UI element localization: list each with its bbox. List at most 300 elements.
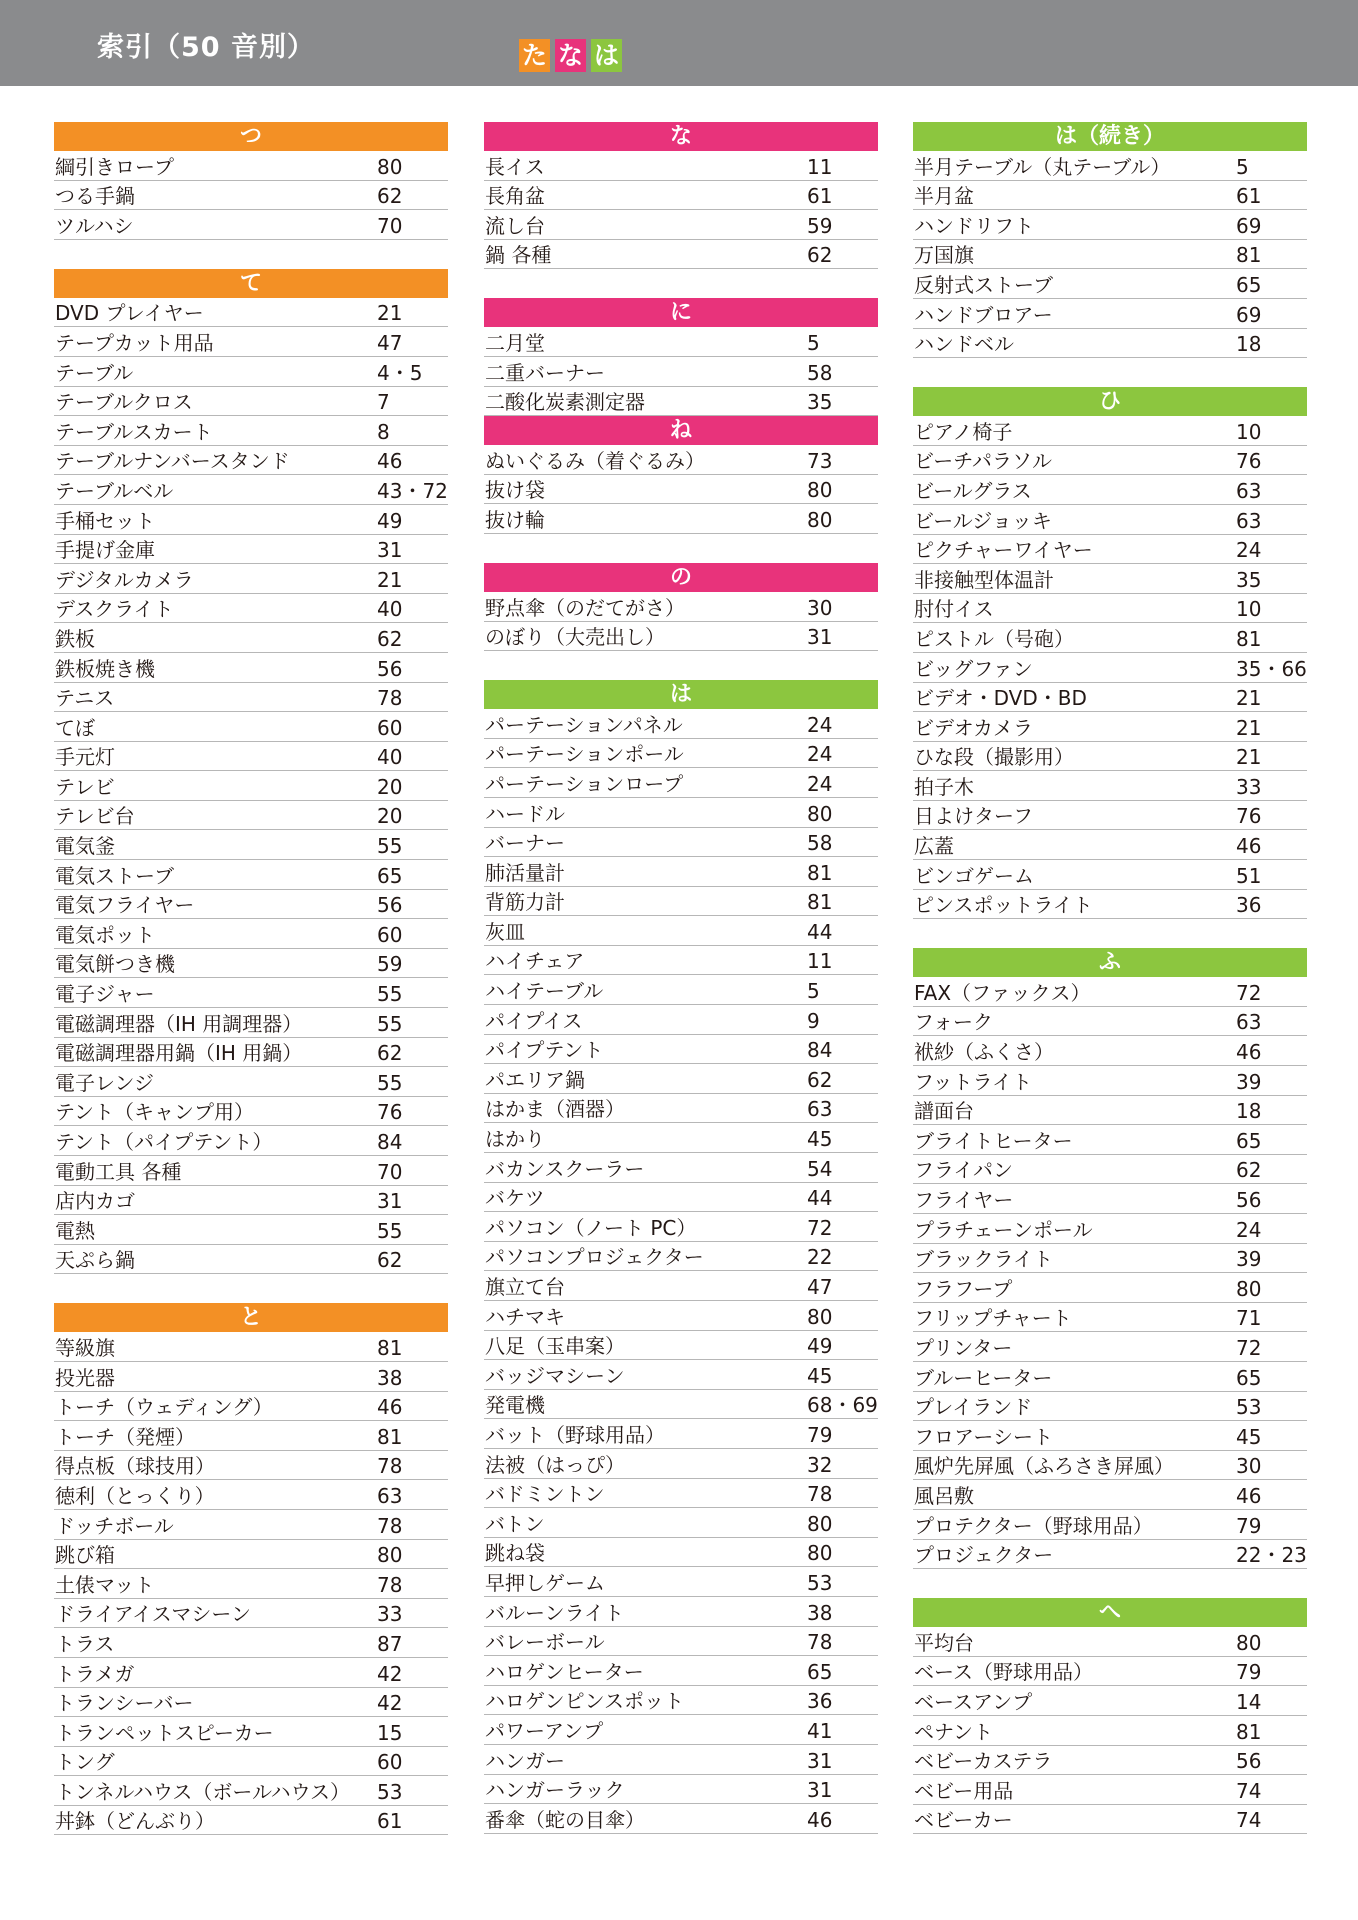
entry-page-number: 74 (1236, 1778, 1262, 1803)
entry-page-number: 33 (377, 1602, 403, 1627)
entry-name: 旗立て台 (485, 1275, 565, 1299)
entry-page-number: 21 (1236, 715, 1262, 740)
entry-page-number: 63 (1236, 1010, 1262, 1035)
index-entry (913, 1627, 1307, 1657)
index-entry (54, 446, 448, 476)
entry-page-number: 59 (377, 952, 403, 977)
index-entry (54, 475, 448, 505)
entry-name: プレイランド (914, 1395, 1033, 1420)
entry-page-number: 10 (1236, 419, 1262, 444)
entry-page-number: 60 (377, 1750, 403, 1775)
index-entry (913, 1451, 1307, 1481)
entry-page-number: 46 (377, 449, 403, 474)
entry-page-number: 63 (377, 1483, 403, 1508)
entry-page-number: 60 (377, 922, 403, 947)
entry-name: バレーボール (485, 1630, 605, 1655)
index-entry (54, 327, 448, 357)
index-entry (913, 1657, 1307, 1687)
index-entry (54, 298, 448, 328)
entry-name: 電気餅つき機 (55, 952, 175, 977)
section-heading: て (54, 269, 448, 298)
index-entry (484, 739, 878, 769)
entry-page-number: 30 (1236, 1454, 1262, 1479)
entry-page-number: 84 (377, 1130, 403, 1154)
entry-page-number: 14 (1236, 1689, 1262, 1714)
index-entry (484, 475, 878, 505)
index-entry (913, 1036, 1307, 1066)
entry-page-number: 62 (1236, 1158, 1262, 1183)
entry-page-number: 80 (377, 154, 403, 179)
index-entry (484, 240, 878, 270)
index-entry (484, 1686, 878, 1716)
index-entry (54, 181, 448, 211)
index-entry (54, 594, 448, 624)
entry-page-number: 55 (377, 1011, 403, 1036)
entry-page-number: 46 (1236, 1483, 1262, 1508)
entry-page-number: 18 (1236, 332, 1262, 357)
entry-name: バルーンライト (485, 1600, 624, 1625)
entry-name: 平均台 (914, 1630, 974, 1655)
index-entry (54, 1658, 448, 1688)
entry-page-number: 35・66 (1236, 656, 1307, 681)
index-section (54, 1303, 448, 1835)
entry-page-number: 45 (807, 1363, 833, 1388)
entry-page-number: 21 (377, 301, 403, 326)
entry-name: バケツ (485, 1186, 545, 1211)
entry-page-number: 5 (1236, 154, 1249, 179)
index-entry (484, 1153, 878, 1183)
index-entry (484, 768, 878, 798)
entry-name: 鉄板焼き機 (55, 656, 155, 681)
index-entry (913, 1686, 1307, 1716)
entry-page-number: 78 (807, 1482, 833, 1507)
index-entry (913, 1096, 1307, 1126)
index-entry (913, 151, 1307, 181)
entry-page-number: 56 (377, 656, 403, 681)
index-entry (913, 1362, 1307, 1392)
entry-name: 鍋 各種 (485, 243, 552, 268)
index-entry (54, 1215, 448, 1245)
index-entry (54, 416, 448, 446)
index-entry (484, 709, 878, 739)
index-entry (484, 1419, 878, 1449)
entry-name: ビールジョッキ (914, 508, 1052, 533)
entry-name: パーテーションポール (485, 742, 684, 767)
entry-page-number: 59 (807, 213, 833, 238)
entry-name: トング (55, 1750, 115, 1775)
index-entry (484, 828, 878, 858)
index-entry (913, 1303, 1307, 1333)
entry-page-number: 80 (807, 1511, 833, 1536)
section-heading: へ (913, 1598, 1307, 1627)
index-entry (913, 1746, 1307, 1776)
entry-page-number: 5 (807, 979, 820, 1004)
entry-name: テレビ (55, 774, 115, 799)
entry-name: ベビーカステラ (914, 1749, 1053, 1774)
entry-name: 非接触型体温計 (914, 567, 1054, 592)
entry-name: ハンガーラック (485, 1778, 625, 1803)
entry-page-number: 81 (1236, 626, 1262, 651)
index-section (484, 680, 878, 1834)
entry-name: 丼鉢（どんぶり） (55, 1809, 215, 1834)
entry-name: テニス (55, 686, 115, 711)
entry-name: 拍子木 (914, 774, 974, 799)
entry-page-number: 71 (1236, 1306, 1262, 1331)
index-entry (913, 1540, 1307, 1570)
index-entry (484, 1745, 878, 1775)
index-entry (913, 1155, 1307, 1185)
entry-page-number: 21 (1236, 686, 1262, 711)
index-entry (484, 975, 878, 1005)
index-entry (484, 1005, 878, 1035)
section-heading: の (484, 563, 878, 592)
entry-page-number: 55 (377, 1070, 403, 1095)
index-section (484, 416, 878, 534)
entry-page-number: 4・5 (377, 360, 423, 385)
entry-page-number: 18 (1236, 1099, 1262, 1124)
entry-page-number: 58 (807, 360, 833, 385)
entry-page-number: 22 (807, 1245, 833, 1270)
entry-name: 万国旗 (914, 243, 974, 268)
index-entry (54, 1097, 448, 1127)
entry-name: 二月堂 (485, 330, 545, 355)
index-entry (484, 1390, 878, 1420)
entry-page-number: 70 (377, 1159, 403, 1184)
entry-name: 等級旗 (55, 1335, 115, 1360)
entry-name: プリンター (914, 1335, 1013, 1360)
entry-name: ハンドリフト (914, 213, 1034, 238)
entry-page-number: 62 (377, 1041, 403, 1066)
entry-name: ビーチパラソル (914, 449, 1052, 474)
entry-name: 跳び箱 (55, 1543, 115, 1568)
entry-name: 天ぷら鍋 (55, 1248, 135, 1273)
entry-page-number: 46 (807, 1807, 833, 1832)
entry-name: テント（パイプテント） (55, 1130, 273, 1154)
index-entry (54, 1126, 448, 1156)
entry-name: 野点傘（のだてがさ） (485, 595, 685, 620)
index-entry (484, 181, 878, 211)
entry-page-number: 65 (1236, 1365, 1262, 1390)
entry-page-number: 80 (807, 1541, 833, 1566)
index-entry (484, 357, 878, 387)
section-heading: と (54, 1303, 448, 1332)
index-entry (54, 978, 448, 1008)
entry-name: ひな段（撮影用） (914, 745, 1074, 770)
entry-name: テーブルクロス (55, 390, 193, 415)
index-entry (484, 504, 878, 534)
index-entry (484, 1449, 878, 1479)
index-entry (484, 1331, 878, 1361)
entry-name: フラフープ (914, 1276, 1013, 1301)
index-entry (484, 151, 878, 181)
entry-page-number: 79 (1236, 1513, 1262, 1538)
index-entry (484, 1123, 878, 1153)
index-entry (54, 949, 448, 979)
entry-name: 背筋力計 (485, 890, 565, 915)
index-entry (913, 1421, 1307, 1451)
entry-name: 発電機 (485, 1393, 545, 1418)
entry-page-number: 11 (807, 154, 833, 179)
entry-page-number: 10 (1236, 597, 1262, 622)
section-heading: つ (54, 122, 448, 151)
index-entry (913, 269, 1307, 299)
entry-name: フライヤー (914, 1188, 1014, 1212)
entry-page-number: 81 (377, 1335, 403, 1360)
entry-page-number: 81 (1236, 243, 1262, 268)
entry-name: FAX（ファックス） (914, 980, 1091, 1005)
section-heading: ひ (913, 387, 1307, 416)
index-entry (484, 857, 878, 887)
entry-page-number: 30 (807, 595, 833, 620)
entry-page-number: 9 (807, 1008, 820, 1033)
entry-page-number: 78 (377, 1454, 403, 1479)
entry-name: 電動工具 各種 (55, 1159, 182, 1184)
kana-badges (519, 39, 622, 72)
entry-page-number: 65 (807, 1659, 833, 1684)
entry-page-number: 31 (807, 1778, 833, 1803)
index-column-3 (913, 122, 1307, 1863)
section-heading: に (484, 298, 878, 327)
index-entry (484, 1064, 878, 1094)
index-section (54, 269, 448, 1275)
index-entry (54, 801, 448, 831)
index-entry (913, 416, 1307, 446)
index-entry (484, 1183, 878, 1213)
entry-page-number: 70 (377, 213, 403, 238)
entry-page-number: 47 (377, 330, 403, 355)
index-entry (913, 1125, 1307, 1155)
index-entry (54, 1599, 448, 1629)
entry-name: 手元灯 (55, 745, 115, 770)
entry-name: ベース（野球用品） (914, 1660, 1093, 1685)
entry-name: 二酸化炭素測定器 (485, 390, 645, 415)
index-entry (484, 1538, 878, 1568)
entry-name: 電子レンジ (55, 1070, 154, 1095)
index-entry (54, 653, 448, 683)
index-entry (913, 594, 1307, 624)
index-entry (913, 240, 1307, 270)
section-heading: な (484, 122, 878, 151)
entry-page-number: 36 (807, 1689, 833, 1714)
entry-page-number: 63 (1236, 478, 1262, 503)
entry-name: 半月テーブル（丸テーブル） (914, 154, 1171, 179)
entry-page-number: 7 (377, 390, 390, 415)
index-entry (913, 683, 1307, 713)
entry-name: 投光器 (55, 1365, 115, 1390)
entry-page-number: 32 (807, 1452, 833, 1477)
entry-page-number: 80 (807, 507, 833, 532)
index-entry (484, 592, 878, 622)
entry-name: バット（野球用品） (485, 1422, 665, 1447)
entry-name: 綱引きロープ (55, 154, 174, 179)
entry-page-number: 80 (807, 478, 833, 503)
entry-name: トラス (55, 1631, 115, 1656)
entry-name: ベビー用品 (914, 1778, 1014, 1803)
entry-name: パワーアンプ (485, 1718, 604, 1743)
entry-page-number: 24 (807, 742, 833, 767)
index-entry (54, 1038, 448, 1068)
index-entry (54, 1747, 448, 1777)
index-entry (484, 1479, 878, 1509)
entry-name: ブルーヒーター (914, 1365, 1053, 1390)
entry-page-number: 65 (1236, 272, 1262, 297)
entry-name: 手桶セット (55, 508, 155, 533)
entry-name: トーチ（発煙） (55, 1424, 195, 1449)
entry-name: フットライト (914, 1069, 1032, 1094)
index-entry (913, 1066, 1307, 1096)
index-section (484, 563, 878, 651)
kana-badge-na: な (555, 39, 586, 72)
entry-name: テーブルナンバースタンド (55, 449, 290, 474)
entry-page-number: 45 (1236, 1424, 1262, 1449)
entry-page-number: 80 (807, 801, 833, 826)
index-column-2 (484, 122, 878, 1863)
index-entry (913, 623, 1307, 653)
index-entry (484, 327, 878, 357)
entry-page-number: 39 (1236, 1247, 1262, 1272)
entry-page-number: 78 (377, 1513, 403, 1538)
entry-name: 番傘（蛇の目傘） (485, 1807, 645, 1832)
entry-name: バカンスクーラー (485, 1156, 645, 1181)
entry-page-number: 21 (1236, 745, 1262, 770)
entry-page-number: 21 (377, 567, 403, 592)
entry-name: トランシーバー (55, 1691, 194, 1716)
entry-page-number: 79 (807, 1422, 833, 1447)
entry-name: のぼり（大売出し） (485, 625, 665, 650)
entry-page-number: 65 (377, 863, 403, 888)
index-entry (54, 535, 448, 565)
entry-name: パーテーションパネル (485, 712, 683, 737)
entry-page-number: 5 (807, 330, 820, 355)
entry-page-number: 44 (807, 919, 833, 944)
index-entry (913, 475, 1307, 505)
index-entry (913, 535, 1307, 565)
index-entry (913, 1184, 1307, 1214)
section-heading: は（続き） (913, 122, 1307, 151)
kana-badge-ha: は (591, 39, 622, 72)
entry-name: デジタルカメラ (55, 567, 194, 592)
entry-name: プロテクター（野球用品） (914, 1513, 1153, 1538)
entry-page-number: 76 (1236, 449, 1262, 474)
entry-name: 電気釜 (55, 834, 115, 859)
index-entry (54, 1776, 448, 1806)
index-entry (913, 860, 1307, 890)
entry-page-number: 38 (377, 1365, 403, 1390)
entry-name: ペナント (914, 1719, 993, 1744)
index-entry (913, 1716, 1307, 1746)
index-entry (913, 742, 1307, 772)
entry-page-number: 56 (1236, 1188, 1262, 1212)
entry-name: ぬいぐるみ（着ぐるみ） (485, 448, 705, 473)
index-entry (484, 1567, 878, 1597)
entry-name: 長角盆 (485, 184, 545, 209)
entry-page-number: 61 (1236, 184, 1262, 209)
entry-page-number: 53 (807, 1570, 833, 1595)
index-section (484, 298, 878, 416)
index-entry (54, 623, 448, 653)
entry-page-number: 31 (807, 1748, 833, 1773)
entry-page-number: 62 (807, 243, 833, 268)
entry-page-number: 20 (377, 804, 403, 829)
index-entry (54, 1186, 448, 1216)
entry-name: 土俵マット (55, 1572, 155, 1597)
entry-page-number: 56 (1236, 1749, 1262, 1774)
entry-name: トランペットスピーカー (55, 1720, 274, 1745)
entry-name: 袱紗（ふくさ） (914, 1040, 1054, 1065)
entry-name: 灰皿 (485, 919, 525, 944)
entry-name: フリップチャート (914, 1306, 1072, 1331)
index-entry (913, 299, 1307, 329)
entry-page-number: 87 (377, 1631, 403, 1656)
index-entry (913, 653, 1307, 683)
entry-name: ハロゲンピンスポット (485, 1689, 684, 1714)
index-entry (54, 1717, 448, 1747)
entry-name: フォーク (914, 1010, 993, 1035)
entry-name: テレビ台 (55, 804, 135, 829)
entry-page-number: 24 (1236, 1217, 1262, 1242)
entry-page-number: 80 (1236, 1630, 1262, 1655)
entry-name: パイプイス (485, 1008, 583, 1033)
index-entry (54, 1480, 448, 1510)
entry-name: トーチ（ウェディング） (55, 1395, 273, 1420)
index-entry (484, 1035, 878, 1065)
index-entry (54, 1540, 448, 1570)
entry-name: 得点板（球技用） (55, 1454, 215, 1479)
entry-page-number: 56 (377, 893, 403, 918)
index-entry (54, 1688, 448, 1718)
entry-name: ツルハシ (55, 213, 134, 238)
index-entry (54, 683, 448, 713)
kana-badge-ta: た (519, 39, 550, 72)
entry-page-number: 76 (1236, 804, 1262, 829)
entry-name: ビンゴゲーム (914, 863, 1034, 888)
entry-name: 電子ジャー (55, 982, 155, 1007)
entry-name: フロアーシート (914, 1424, 1053, 1449)
entry-page-number: 20 (377, 774, 403, 799)
entry-name: はかま（酒器） (485, 1097, 625, 1122)
index-entry (54, 860, 448, 890)
index-entry (913, 712, 1307, 742)
section-heading: は (484, 680, 878, 709)
entry-page-number: 36 (1236, 893, 1262, 918)
entry-name: パイプテント (485, 1038, 604, 1063)
index-entry (484, 1212, 878, 1242)
index-section (913, 387, 1307, 919)
index-entry (913, 1244, 1307, 1274)
entry-name: テーブル (55, 360, 134, 385)
entry-name: パソコンプロジェクター (485, 1245, 704, 1270)
entry-name: 広蓋 (914, 834, 954, 859)
index-entry (484, 798, 878, 828)
index-section (913, 122, 1307, 358)
index-entry (54, 151, 448, 181)
entry-page-number: 42 (377, 1661, 403, 1686)
entry-page-number: 24 (1236, 538, 1262, 563)
entry-page-number: 24 (807, 771, 833, 796)
entry-page-number: 54 (807, 1156, 833, 1181)
index-entry (484, 1094, 878, 1124)
entry-page-number: 46 (377, 1395, 403, 1420)
index-entry (913, 1007, 1307, 1037)
entry-name: 早押しゲーム (485, 1570, 605, 1595)
entry-name: ピストル（号砲） (914, 626, 1074, 651)
entry-name: ドライアイスマシーン (55, 1602, 251, 1627)
entry-name: バドミントン (485, 1482, 605, 1507)
entry-name: 抜け輪 (485, 507, 545, 532)
index-entry (913, 801, 1307, 831)
entry-page-number: 31 (377, 1189, 403, 1214)
entry-name: ビールグラス (914, 478, 1032, 503)
